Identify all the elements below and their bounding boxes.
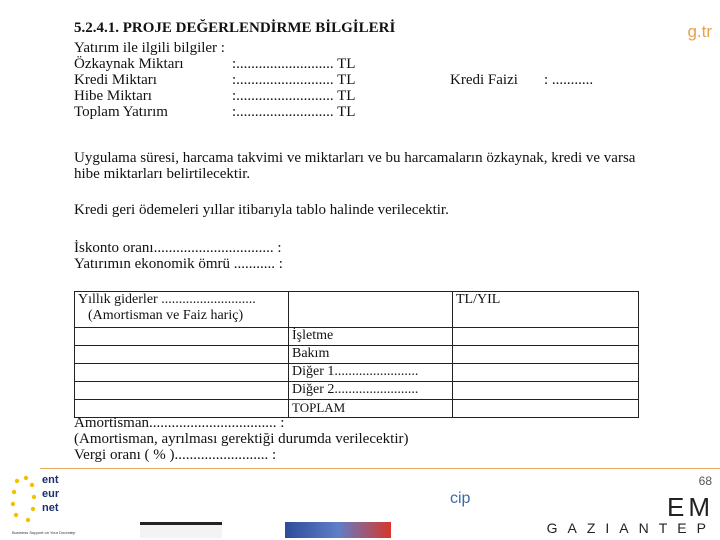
table-row [75,364,639,382]
city-name: GAZIANTEP [546,520,716,536]
cip-logo: cip [450,490,471,507]
een-line-2: eur [42,488,60,500]
table-header-unit: TL/YIL [453,292,639,328]
table-row-blank [75,328,289,346]
table-total-label: TOPLAM [289,400,453,418]
table-row-label: Diğer 2........................ [289,382,453,400]
table-row-blank [75,382,289,400]
table-row-value [453,328,639,346]
investment-intro: Yatırım ile ilgili bilgiler : [74,40,225,56]
table-header-label-cell [75,292,289,328]
annual-expenses-table [74,291,639,418]
interest-label: Kredi Faizi [450,72,518,88]
een-tagline: Business Support on Your Doorstep [12,530,76,535]
paragraph-schedule-line2: hibe miktarları belirtilecektir. [74,166,251,182]
table-row-label: Bakım [289,346,453,364]
field-value-equity: :.......................... TL [232,56,356,72]
page-number: 68 [698,474,712,488]
tax-rate-line: Vergi oranı ( % )......................... : [74,447,277,463]
slide-url-fragment: g.tr [687,22,712,41]
depreciation-note: (Amortisman, ayrılması gerektiği durumda verilecektir) [74,431,409,447]
field-label-credit: Kredi Miktarı [74,72,157,88]
economic-life-line: Yatırımın ekonomik ömrü ........... : [74,256,283,272]
table-header-label: Yıllık giderler ........................... [78,292,256,307]
paragraph-schedule-line1: Uygulama süresi, harcama takvimi ve miktarları ve bu harcamaların özkaynak, kredi ve varsa [74,150,636,166]
table-row-value [453,400,639,418]
een-line-1: ent [42,474,59,486]
depreciation-line: Amortisman.................................. : [74,415,285,431]
interest-value: : ........... [544,72,594,88]
field-value-total: :.......................... TL [232,104,356,120]
paragraph-repayment: Kredi geri ödemeleri yıllar itibarıyla tablo halinde verilecektir. [74,202,449,218]
field-value-credit: :.......................... TL [232,72,356,88]
table-row-label: İşletme [289,328,453,346]
field-label-total: Toplam Yatırım [74,104,168,120]
field-value-grant: :.......................... TL [232,88,356,104]
table-row [75,346,639,364]
scanned-document [62,8,652,468]
table-row-value [453,382,639,400]
een-stars-icon [8,472,38,532]
em-logo: EM [667,492,714,522]
section-heading: 5.2.4.1. PROJE DEĞERLENDİRME BİLGİLERİ [74,20,396,36]
table-row-blank [75,346,289,364]
field-label-grant: Hibe Miktarı [74,88,152,104]
table-header-row [75,292,639,328]
table-row [75,328,639,346]
partner-logo-1 [140,522,222,538]
een-line-3: net [42,502,59,514]
table-header-sub: (Amortisman ve Faiz hariç) [88,308,244,323]
table-header-blank [289,292,453,328]
discount-rate-line: İskonto oranı................................ : [74,240,282,256]
partner-logo-2 [285,522,391,538]
table-row [75,382,639,400]
een-logo [8,468,78,536]
table-row-label: Diğer 1........................ [289,364,453,382]
table-row-value [453,364,639,382]
footer-divider [40,468,720,469]
table-row-value [453,346,639,364]
table-row-blank [75,364,289,382]
field-label-equity: Özkaynak Miktarı [74,56,184,72]
